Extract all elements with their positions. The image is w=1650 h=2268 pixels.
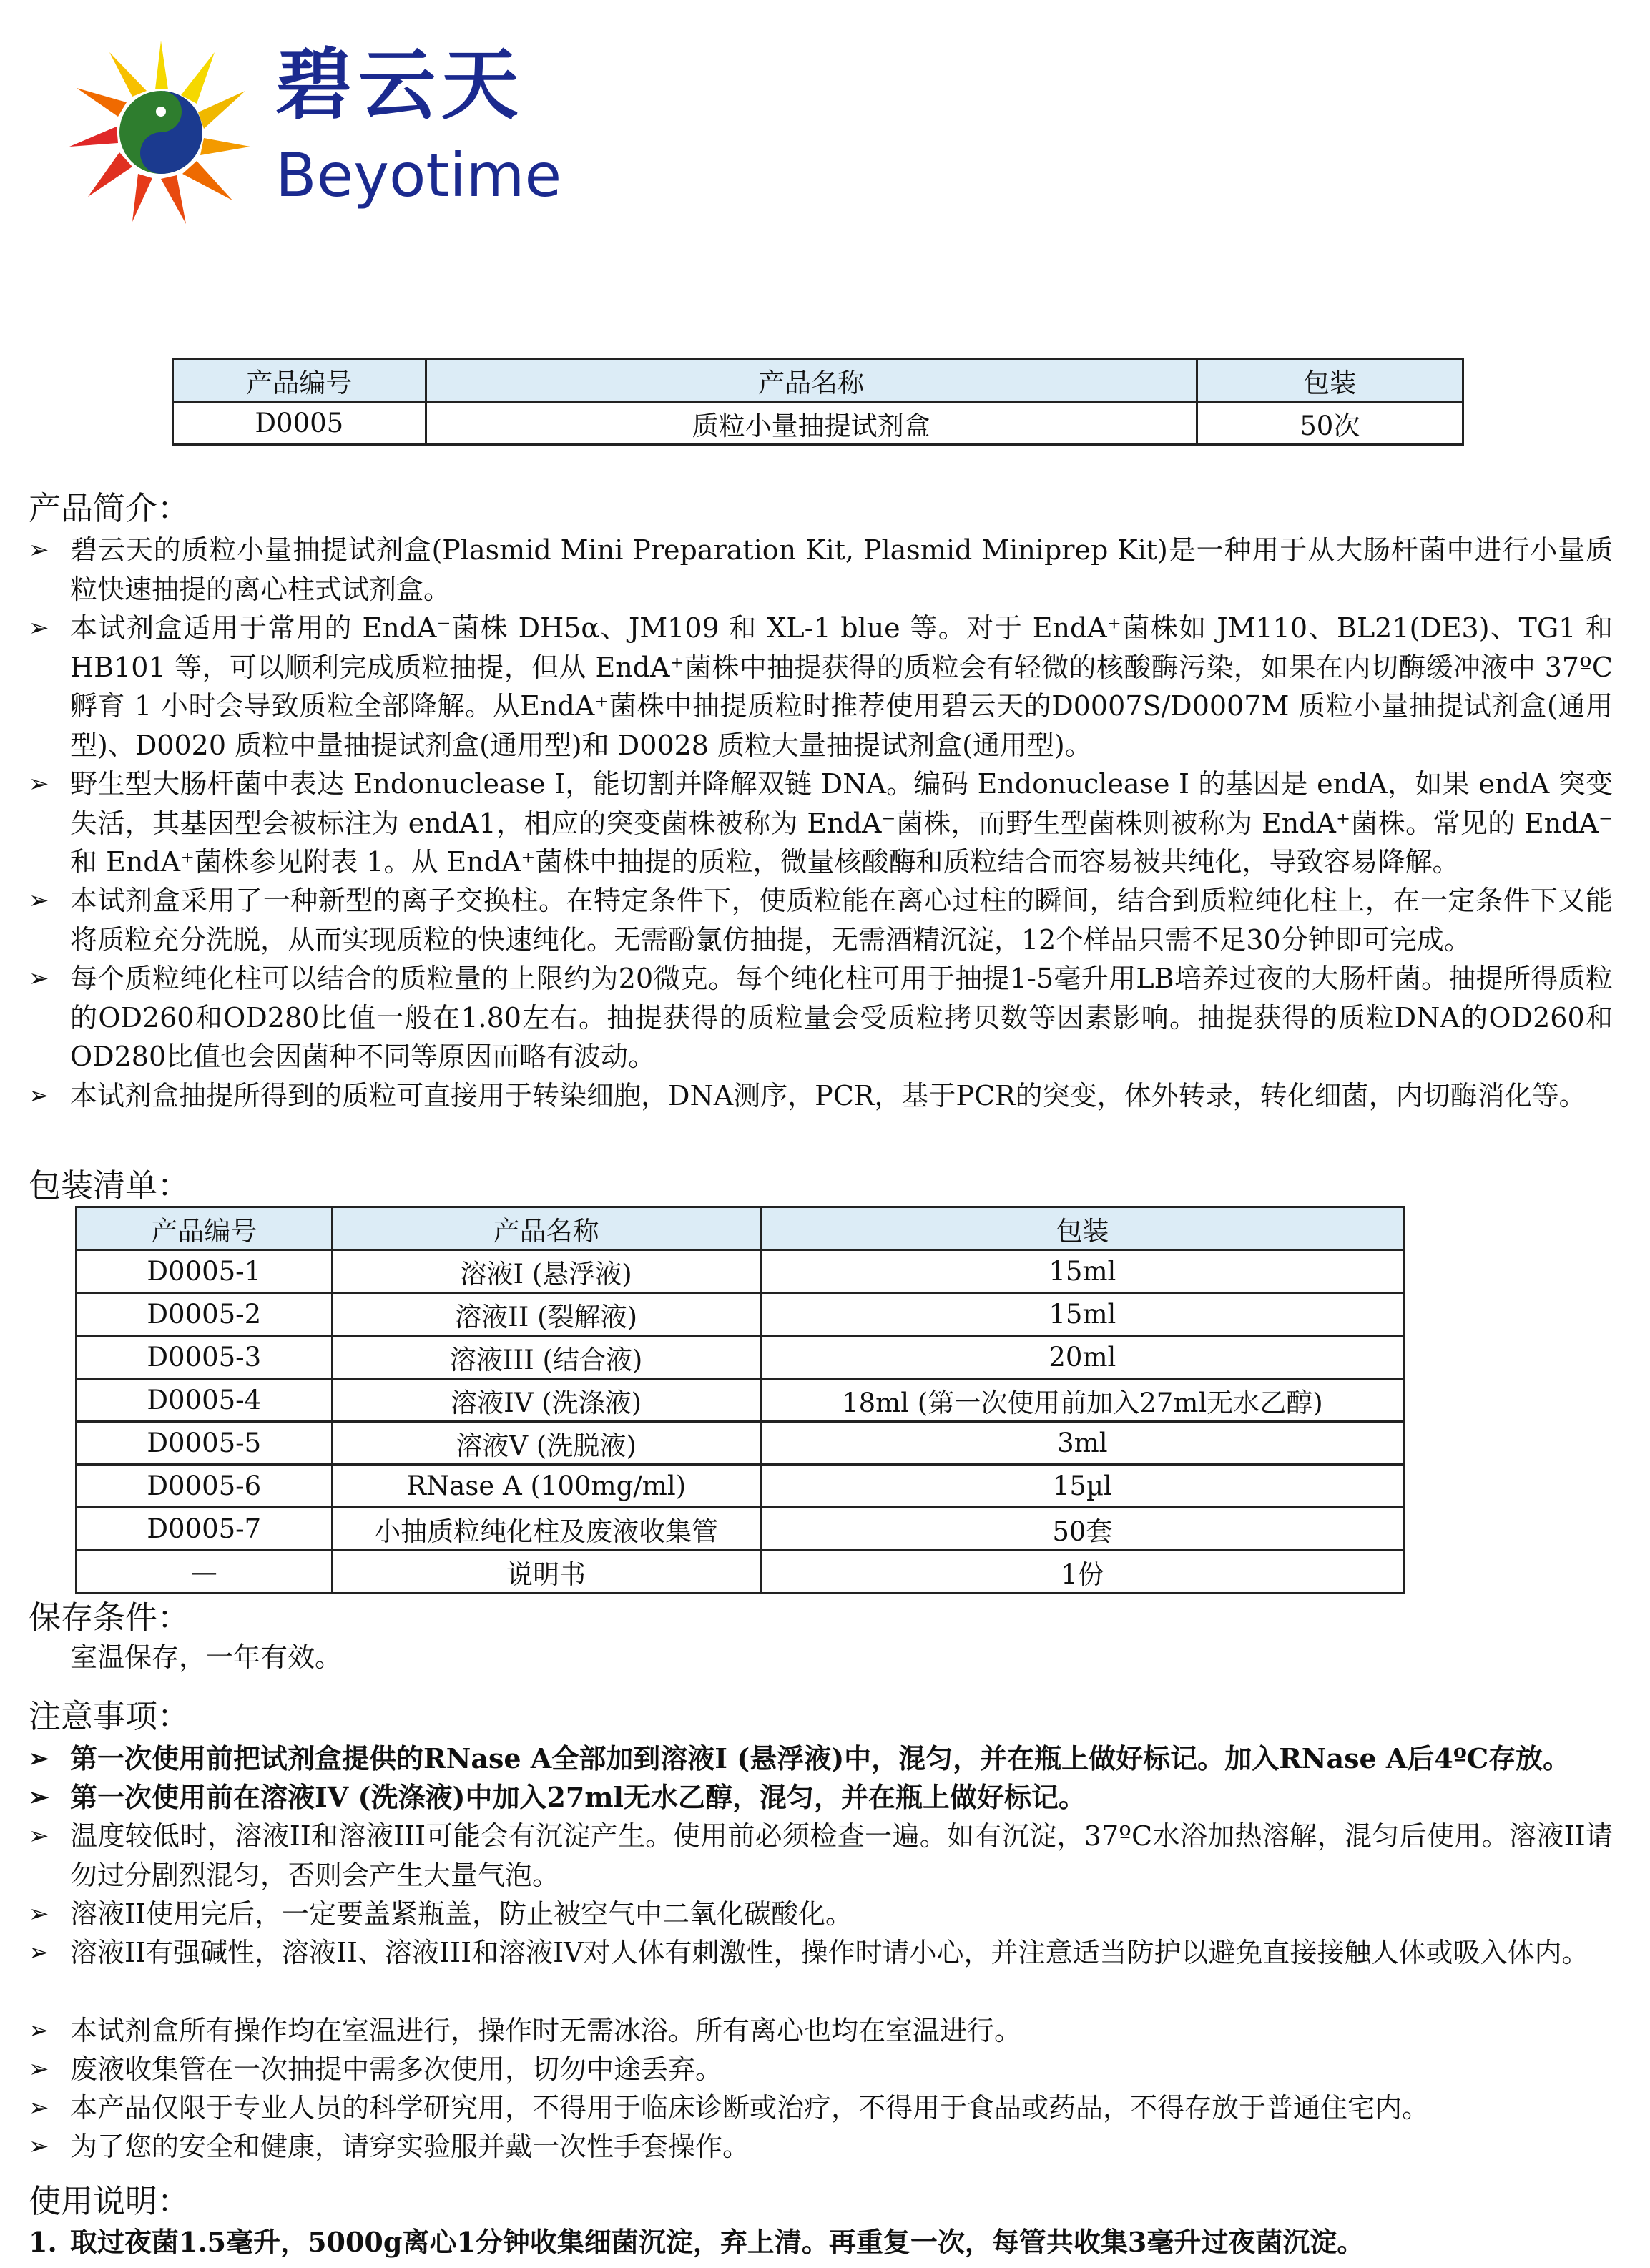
storage-heading: 保存条件： (29, 1599, 190, 1636)
header-product-code: 产品编号 (173, 359, 426, 402)
packing-heading: 包装清单： (29, 1167, 190, 1204)
header-product-code: 产品编号 (77, 1207, 333, 1250)
step-number: 1. (29, 2226, 57, 2258)
table-row: — 说明书 1份 (77, 1551, 1405, 1594)
header-product-name: 产品名称 (332, 1207, 760, 1250)
intro-item: ➢ 本试剂盒抽提所得到的质粒可直接用于转染细胞，DNA测序，PCR，基于PCR的突变，体外转录，转化细菌，内切酶消化等。 (29, 1076, 1613, 1116)
header-package: 包装 (760, 1207, 1404, 1250)
bullet-icon: ➢ (29, 1938, 49, 1967)
note-item: ➢ 溶液II有强碱性，溶液II、溶液III和溶液IV对人体有刺激性，操作时请小心，并注意适当防护以避免直接接触人体或吸入体内。 (29, 1933, 1613, 1973)
note-item: ➢ 为了您的安全和健康，请穿实验服并戴一次性手套操作。 (29, 2127, 1613, 2166)
table-row: D0005-3 溶液III (结合液) 20ml (77, 1336, 1405, 1379)
product-info-table (172, 358, 1464, 446)
bullet-icon: ➢ (29, 2093, 49, 2122)
intro-item: ➢ 本试剂盒适用于常用的 EndA⁻菌株 DH5α、JM109 和 XL-1 blue 等。对于 EndA⁺菌株如 JM110、BL21(DE3)、TG1 和 HB101 等，可以顺利完成质粒抽提，但从 EndA⁺菌株中抽提获得的质粒会有轻微的核酸酶污染，如果在内切酶缓冲液中 37ºC 孵育 1 小时会导致质粒全部降解。从EndA⁺菌株中抽提质粒时推荐使用碧云天的D0007S/D0007M 质粒小量抽提试剂盒(通用型)、D0020 质粒中量抽提试剂盒(通用型)和 D0028 质粒大量抽提试剂盒(通用型)。 (29, 609, 1613, 765)
note-item: ➢ 本产品仅限于专业人员的科学研究用，不得用于临床诊断或治疗，不得用于食品或药品，不得存放于普通住宅内。 (29, 2088, 1613, 2128)
bullet-icon: ➢ (29, 886, 49, 915)
intro-item: ➢ 本试剂盒采用了一种新型的离子交换柱。在特定条件下，使质粒能在离心过柱的瞬间，结合到质粒纯化柱上，在一定条件下又能将质粒充分洗脱，从而实现质粒的快速纯化。无需酚氯仿抽提，无需酒精沉淀，12个样品只需不足30分钟即可完成。 (29, 881, 1613, 959)
bullet-icon: ➢ (29, 1783, 49, 1812)
table-row: D0005-6 RNase A (100mg/ml) 15µl (77, 1465, 1405, 1508)
note-item: ➢ 溶液II使用完后，一定要盖紧瓶盖，防止被空气中二氧化碳酸化。 (29, 1895, 1613, 1934)
header-product-name: 产品名称 (426, 359, 1197, 402)
storage-text: 室温保存，一年有效。 (70, 1641, 343, 1673)
usage-heading: 使用说明： (29, 2182, 190, 2220)
sun-logo-icon (68, 32, 254, 225)
note-item: ➢ 第一次使用前把试剂盒提供的RNase A全部加到溶液I (悬浮液)中，混匀，并在瓶上做好标记。加入RNase A后4ºC存放。 (29, 1739, 1613, 1779)
product-name: 质粒小量抽提试剂盒 (426, 402, 1197, 445)
product-package: 50次 (1197, 402, 1463, 445)
logo-chinese-name: 碧云天 (275, 41, 525, 130)
note-item: ➢ 本试剂盒所有操作均在室温进行，操作时无需冰浴。所有离心也均在室温进行。 (29, 2011, 1613, 2051)
packing-list-table (75, 1206, 1405, 1594)
note-item: ➢ 第一次使用前在溶液IV (洗涤液)中加入27ml无水乙醇，混匀，并在瓶上做好标记。 (29, 1778, 1613, 1817)
table-row: D0005-7 小抽质粒纯化柱及废液收集管 50套 (77, 1508, 1405, 1551)
bullet-icon: ➢ (29, 964, 49, 993)
bullet-icon: ➢ (29, 536, 49, 564)
bullet-icon: ➢ (29, 2016, 49, 2045)
usage-step: 1. 取过夜菌1.5毫升，5000g离心1分钟收集细菌沉淀，弃上清。再重复一次，每管共收集3毫升过夜菌沉淀。 (29, 2223, 1613, 2262)
table-row: D0005-1 溶液I (悬浮液) 15ml (77, 1250, 1405, 1293)
product-code: D0005 (173, 402, 426, 445)
header-package: 包装 (1197, 359, 1463, 402)
intro-item: ➢ 碧云天的质粒小量抽提试剂盒(Plasmid Mini Preparation Kit, Plasmid Miniprep Kit)是一种用于从大肠杆菌中进行小量质粒快速抽提的离心柱式试剂盒。 (29, 531, 1613, 609)
bullet-icon: ➢ (29, 1744, 49, 1773)
intro-heading: 产品简介： (29, 489, 190, 527)
notes-heading: 注意事项： (29, 1697, 190, 1735)
table-row: D0005-5 溶液V (洗脱液) 3ml (77, 1422, 1405, 1465)
logo-english-name: Beyotime (275, 140, 562, 210)
bullet-icon: ➢ (29, 614, 49, 642)
bullet-icon: ➢ (29, 1822, 49, 1850)
bullet-icon: ➢ (29, 1081, 49, 1110)
note-item: ➢ 温度较低时，溶液II和溶液III可能会有沉淀产生。使用前必须检查一遍。如有沉淀，37ºC水浴加热溶解，混匀后使用。溶液II请勿过分剧烈混匀，否则会产生大量气泡。 (29, 1817, 1613, 1895)
intro-item: ➢ 野生型大肠杆菌中表达 Endonuclease I，能切割并降解双链 DNA。编码 Endonuclease I 的基因是 endA，如果 endA 突变失活，其基因型会被标注为 endA1，相应的突变菌株被称为 EndA⁻菌株，而野生型菌株则被称为 EndA⁺菌株。常见的 EndA⁻和 EndA⁺菌株参见附表 1。从 EndA⁺菌株中抽提的质粒，微量核酸酶和质粒结合而容易被共纯化，导致容易降解。 (29, 765, 1613, 882)
bullet-icon: ➢ (29, 2055, 49, 2083)
beyotime-logo (68, 32, 562, 225)
bullet-icon: ➢ (29, 770, 49, 798)
bullet-icon: ➢ (29, 2132, 49, 2161)
bullet-icon: ➢ (29, 1900, 49, 1928)
table-row: D0005-2 溶液II (裂解液) 15ml (77, 1293, 1405, 1336)
note-item: ➢ 废液收集管在一次抽提中需多次使用，切勿中途丢弃。 (29, 2050, 1613, 2089)
table-row: D0005-4 溶液IV (洗涤液) 18ml (第一次使用前加入27ml无水乙醇) (77, 1379, 1405, 1422)
intro-item: ➢ 每个质粒纯化柱可以结合的质粒量的上限约为20微克。每个纯化柱可用于抽提1-5毫升用LB培养过夜的大肠杆菌。抽提所得质粒的OD260和OD280比值一般在1.80左右。抽提获得的质粒量会受质粒拷贝数等因素影响。抽提获得的质粒DNA的OD260和OD280比值也会因菌种不同等原因而略有波动。 (29, 959, 1613, 1076)
